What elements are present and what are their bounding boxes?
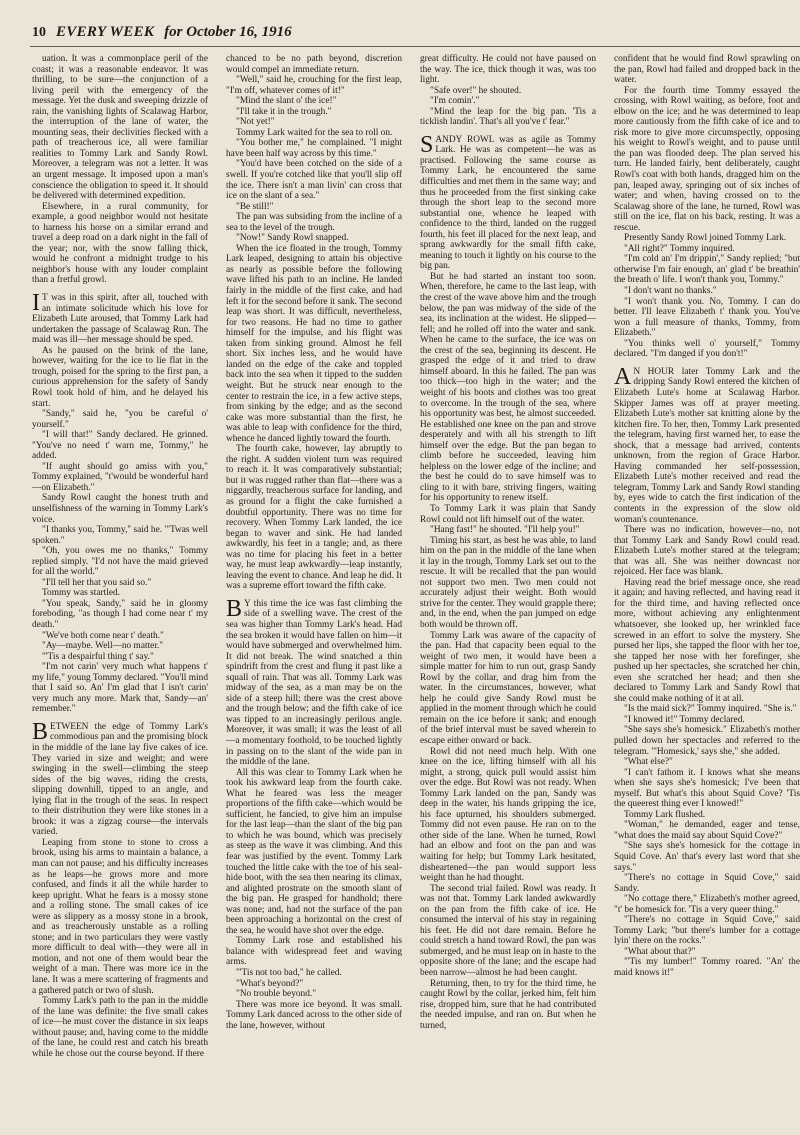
paragraph: "You speak, Sandy," said he in gloomy foreboding, "as though I had come near t' my death." [32,598,208,630]
paragraph: "Sandy," said he, "you be careful o' yourself." [32,409,208,430]
paragraph: The pan was subsiding from the incline of a sea to the level of the trough. [226,212,402,233]
paragraph: A N HOUR later Tommy Lark and the dripping Sandy Rowl entered the kitchen of Elizabeth Lute's home at Scalawag Harbor. Skipper James was off at prayer meeting. Elizabeth Lute's mother sat knitting alone by the kitchen fire. To her, then, Tommy Lark presented the telegram, having first warned her, to ease the shock, that a message had arrived, contents unknown, from the region of Grace Harbor. Having commanded her self-possession, Elizabeth Lute's mother received and read the telegram, Tommy Lark and Sandy Rowl standing by, eyes wide to catch the first indication of the contents in the expression of the slow old woman's countenance. [614,363,800,525]
paragraph: "I don't want no thanks." [624,286,717,297]
paragraph: Rowl did not need much help. With one knee on the ice, lifting himself with all his might, a strong, quick pull would assist him over the edge. But Rowl was not ready. When Tommy Lark landed on the pan, Sandy was deep in the water, his hands gripping the ice, his face upturned, his shoulders submerged. Tommy did not even pause. He ran on to the other side of the lane. When he turned, Rowl had an elbow and foot on the pan and was waiting for help; but Tommy Lark hesitated, disheartened—the pan would support less weight than he had thought. [420,746,596,884]
paragraph: There was more ice beyond. It was small. Tommy Lark danced across to the other side of the lane, however, without [226,999,402,1031]
paragraph: "Oh, you owes me no thanks," Tommy replied simply. "I'd not have the maid grieved for all the world." [32,546,208,578]
paragraph: I T was in this spirit, after all, touched with an intimate solicitude which his love for Elizabeth Lute aroused, that Tommy Lark had undertaken the passage of Scalawag Run. The maid was ill—her message should be sped. [32,290,208,346]
paragraph: "Woman," he demanded, eager and tense, "what does the maid say about Squid Cove?" [614,820,800,841]
paragraph: To Tommy Lark it was plain that Sandy Rowl could not lift himself out of the water. [420,503,596,525]
paragraph: "I'm cold an' I'm drippin'," Sandy replied; "but otherwise I'm fair enough, an' glad t' be breathin' the breath o' life. I won't thank you, Tommy." [614,254,800,286]
paragraph: Elsewhere, in a rural community, for example, a good neighbor would not hesitate to harness his horse on a similar errand and travel a deep road on a dark night in the fall of the year; nor, with the snow falling thick, would he confront a midnight trudge to his neighbor's house with any louder complaint than a fretful growl. [32,201,208,286]
paragraph: For the fourth time Tommy essayed the crossing, with Rowl waiting, as before, foot and elbow on the ice; and he was determined to leap more cautiously from the fifth cake of ice and to risk more to give more circumspectly, opposing his weight to Rowl's weight, and to pause until the pan was flooded deep. The plan served his turn. He landed fairly, bent deliberately, caught Rowl's coat with both hands, dragged him on the pan, leaped away, springing out of six inches of water; and when, having crossed on to the Scalawag shore of the lane, he turned, Rowl was still on the ice, flat on his back, resting. It was a rescue. [614,85,800,233]
paragraph: "If aught should go amiss with you," Tommy explained, "t'would be wonderful hard—on Elizabeth." [32,461,208,493]
paragraph: "Not yet!" [236,117,275,128]
paragraph: chanced to be no path beyond, discretion would compel an immediate return. [226,54,402,75]
text-column-2 [226,54,402,1126]
paragraph: "I'm comin'." [430,96,480,107]
paragraph: B Y this time the ice was fast climbing the side of a swelling wave. The crest of the sea was higher than Tommy Lark's head. Had the sea broken it would have fallen on him—it would have submerged and overwhelmed him. It did not break. The wind snatched a thin spindrift from the crest and flung it past like a squall of rain. That was all. Tommy Lark was midway of the sea, as a man may be on the side of a steep hill; there was the crest above and the trough below; and the fifth cake of ice was tipped to an increasingly perilous angle. Moreover, it was small; it was the least of all—a momentary foothold, to be touched lightly in passing on to the slant of the wide pan in the middle of the lane. [226,595,402,768]
paragraph: "What's beyond?" [236,978,304,989]
paragraph: Returning, then, to try for the third time, he caught Rowl by the collar, jerked him, felt him rise, dropped him, sure that he had contributed the needed impulse, and ran on. But when he turned, [420,978,596,1031]
paragraph: But he had started an instant too soon. When, therefore, he came to the last leap, with the crest of the wave above him and the trough below, the pan was midway of the side of the sea, its inclination at the widest. He slipped—fell; and he rolled off into the water and sank. When he came to the surface, the ice was on the crest of the sea, beginning its descent. He grasped the edge of it and tried to draw himself aboard. In this he failed. The pan was too thick—too high in the water; and the weight of his boots and clothes was too great to overcome. In the trough of the sea, where his opportunity was best, he almost succeeded. He established one knee on the pan and strove desperately and with all his strength to lift himself over the edge. But the pan began to climb before he succeeded, leaving him helpless on the lower edge of the incline; and the best he could do to save himself was to cling to it with bare, striving fingers, waiting for his opportunity to renew itself. [420,271,596,504]
paragraph: Tommy Lark flushed. [624,809,706,820]
paragraph: "Is the maid sick?" Tommy inquired. "She is." [624,704,797,715]
paragraph: Tommy Lark waited for the sea to roll on. [236,127,393,138]
paragraph: "I will that!" Sandy declared. He grinned. "You've no need t' warn me, Tommy," he added. [32,430,208,462]
drop-cap: A [614,363,632,390]
paragraph: "Mind the leap for the big pan. 'Tis a ticklish landin'. That's all you've t' fear." [420,106,596,128]
paragraph: "What about that?" [624,946,696,957]
paragraph: "I knowed it!" Tommy declared. [624,714,745,725]
paragraph: All this was clear to Tommy Lark when he took his awkward leap from the fourth cake. What he feared was less the meager proportions of the fifth cake—which would be sufficient, he fancied, to give him an impulse for the last leap—than the slant of the big pan to which he was bound, which was precisely as steep as the wave it was climbing. And this fear was justified by the event. Tommy Lark touched the little cake with the toe of his seal-hide boot, with the sea then nearing its climax, and alighted prostrate on the smooth slant of the big pan. He grasped for handhold; there was none; and, had not the surface of the pan been approaching a horizontal on the crest of the sea, he would have shot over the edge. [226,767,402,936]
paragraph: When the ice floated in the trough, Tommy Lark leaped, designing to attain his objective as nearly as possible before the following wave lifted his path to an incline. He landed fairly in the middle of the first cake, and had left it for the second before it sank. The second leap was short. It was difficult, nevertheless, for two reasons. He had no time to gather himself for the impulse, and his flight was taken from sinking ground. Almost he fell short. Six inches less, and he would have landed on the edge of the cake and toppled back into the sea when it tipped to the sudden weight. But he struck near enough to the center to restrain the ice, in a few active steps, from sinking by the edge; and as the second cake was more substantial than the first, he was able to leap with confidence for the third, whence he danced lightly toward the fourth. [226,243,402,444]
paragraph: The fourth cake, however, lay abruptly to the right. A sudden violent turn was required to reach it. It was comparatively substantial; but it was rugged rather than flat—there was a niggardly, treacherous surface for landing, and as ground for a flight the cake furnished a doubtful opportunity. There was no time for recovery. When Tommy Lark landed, the ice began to waver and sink. He had landed awkwardly, his feet in a tangle; and, as there was no time for placing his feet in a better way, he must leap awkwardly—leap instantly, leaving the event to chance. And leap he did. It was a supreme effort toward the fifth cake. [226,444,402,592]
text-column-4 [614,54,800,1126]
paragraph: "No trouble beyond." [236,989,317,1000]
paragraph: As he paused on the brink of the lane, however, waiting for the ice to lie flat in the trough, poised for the spring to the first pan, a curious apprehension for the safety of Sandy Rowl took hold of him, and he delayed his start. [32,345,208,409]
page-header [32,24,292,44]
text-column-3 [420,54,596,1126]
paragraph: Tommy Lark's path to the pan in the middle of the lane was definite: the five small cakes of ice—he must cover the distance in six leaps without pause; and, having come to the middle of the lane, he could rest and catch his breath while he chose out the course beyond. If there [32,996,208,1059]
paragraph: Presently Sandy Rowl joined Tommy Lark. [624,233,787,244]
paragraph: The second trial failed. Rowl was ready. It was not that. Tommy Lark landed awkwardly on the pan from the fifth cake of ice. He consumed the interval of his stay in regaining his feet. He did not dare remain. Before he could stretch a hand toward Rowl, the pan was submerged, and he must leap on in haste to the opposite shore of the lane; and the escape had been narrow—almost he had been caught. [420,883,596,979]
paragraph: "'Tis a despairful thing t' say." [42,651,154,662]
paragraph: Tommy Lark rose and established his balance with widespread feet and waving arms. [226,936,402,968]
paragraph: Timing his start, as best he was able, to land him on the pan in the middle of the lane when it lay in the trough, Tommy Lark set out to the rescue. It will be recalled that the pan would not support two men. Two men could not accurately adjust their weight. Both would strive for the center. They would grapple there; and, in the end, when the pan jumped on edge both would be thrown off. [420,535,596,630]
paragraph: "You bother me," he complained. "I might have been half way across by this time." [226,138,402,159]
paragraph: "You'd have been cotched on the side of a swell. If you're cotched like that you'll slip off the ice. There isn't a man livin' can cross that ice on the slant of a sea." [226,159,402,202]
paragraph: "Well," said he, crouching for the first leap, "I'm off, whatever comes of it!" [226,75,402,96]
paragraph: SANDY ROWL was as agile as Tommy Lark. He was as competent—he was as practised. Following the same course as Tommy Lark, he encountered the same difficulties and met them in the same way; and thus he proceeded from the first sinking cake through the short leap to the second more substantial one, whence he leaped with confidence to the third, landed on the rugged fourth, his feet ill placed for the next leap, and sprang awkwardly for the small fifth cake, meaning to touch it lightly on his course to the big pan. [420,131,596,272]
text-column-1 [32,54,208,1126]
paragraph: "Be still!" [236,201,274,212]
paragraph: "She says she's homesick for the cottage in Squid Cove. An' that's every last word that she says." [614,841,800,873]
paragraph: "There's no cottage in Squid Cove," said Tommy Lark; "but there's lumber for a cottage lyin' there on the rocks." [614,915,800,947]
paragraph: "I'm not carin' very much what happens t' my life," young Tommy declared. "You'll mind that I said so. An' I'm glad that I isn't carin' very much any more. Mark that, Sandy—an' remember." [32,662,208,715]
issue-date: for October 16, 1916 [164,24,292,40]
drop-cap: B [226,595,243,622]
paragraph: "She says she's homesick." Elizabeth's mother pulled down her spectacles and referred to the telegram. "'Homesick,' says she," she added. [614,725,800,757]
drop-cap: I [32,290,40,317]
paragraph: confident that he would find Rowl sprawling on the pan, Rowl had failed and dropped back in the water. [614,54,800,86]
paragraph: "'Tis my lumber!" Tommy roared. "An' the maid knows it!" [614,957,800,979]
paragraph: "We've both come near t' death." [42,630,164,641]
drop-cap: S [420,131,434,158]
paragraph: "What else?" [624,757,673,768]
paragraph: "Ay—maybe. Well—no matter." [42,641,164,652]
paragraph: "No cottage there," Elizabeth's mother agreed, "t' be homesick for. 'Tis a very queer thing." [614,894,800,915]
paragraph: Leaping from stone to stone to cross a brook, using his arms to maintain a balance, a man can not pause; and his difficulty increases as he leaps—he grows more and more confused, and finds it all the while harder to keep upright. What he fears is a mossy stone and a rolling stone. The small cakes of ice were as slippery as a mossy stone in a brook, and as treacherously unstable as a rolling stone; and in two particulars they were vastly more difficult to deal with—they were all in motion, and not one of them would bear the weight of a man. There was more ice in the lane. It was a mere scattering of fragments and a gathered patch or two of slush. [32,837,208,996]
paragraph: Sandy Rowl caught the honest truth and unselfishness of the warning in Tommy Lark's voice. [32,493,208,525]
paragraph: "Mind the slant o' the ice!" [236,96,337,107]
paragraph: "I'll tell her that you said so." [42,577,152,588]
paragraph: "Hang fast!" he shouted. "I'll help you!" [430,525,580,536]
paragraph: Tommy was startled. [42,588,120,599]
magazine-title: EVERY WEEK [56,24,155,40]
paragraph: Having read the brief message once, she read it again; and having reflected, and having read it for the third time, and having reflected once more, without achieving any enlightenment whatsoever, she looked up, her wrinkled face screwed in an effort to solve the mystery. She pursed her lips, she tapped the floor with her toe, she tapped her nose with her forefinger, she pushed up her spectacles, she scratched her chin, even she scratched her head; and then she declared to Tommy Lark and Sandy Rowl that she could make nothing of it at all. [614,577,800,704]
header-rule [30,46,800,47]
paragraph: great difficulty. He could not have paused on the way. The ice, thick though it was, was too light. [420,54,596,86]
paragraph: There was no indication, however—no, not that Tommy Lark and Sandy Rowl could read. Elizabeth Lute's mother stared at the telegram; that was all. She was neither downcast nor rejoiced. Her face was blank. [614,525,800,578]
paragraph: "I thanks you, Tommy," said he. "'Twas well spoken." [32,525,208,546]
paragraph: "Now!" Sandy Rowl snapped. [236,233,349,244]
paragraph: "'Tis not too bad," he called. [236,968,342,979]
paragraph: BETWEEN the edge of Tommy Lark's commodious pan and the promising block in the middle of the lane lay five cakes of ice. They varied in size and weight; and were swinging in the swell—climbing the steep sides of the big waves, riding the crests, slipping downhill, tipped to an angle, and lying flat in the trough of the seas. In respect to their distribution they were like stones in a brook: it was a zigzag course—the intervals varied. [32,718,208,838]
paragraph: "I'll take it in the trough." [236,106,332,117]
paragraph: "There's no cottage in Squid Cove," said Sandy. [614,873,800,894]
paragraph: Tommy Lark was aware of the capacity of the pan. Had that capacity been equal to the weight of two men, it would have been a simple matter for him to run out, grasp Sandy Rowl by the collar, and drag him from the water. In the circumstances, however, what help he could give Sandy Rowl must be applied in the moment through which he could remain on the ice before it sank; and enough of the brief interval must be saved wherein to escape either onward or back. [420,630,596,746]
page-number: 10 [32,25,46,40]
paragraph: "I can't fathom it. I knows what she means when she says she's homesick; I've been that myself. But what's this about Squid Cove? 'Tis the queerest thing ever I knowed!" [614,767,800,810]
paragraph: "All right?" Tommy inquired. [624,243,735,254]
paragraph: "You thinks well o' yourself," Tommy declared. "I'm danged if you don't!" [614,338,800,360]
paragraph: uation. It was a commonplace peril of the coast; it was a reasonable endeavor. It was thrilling, to be sure—the conjunction of a living peril with the emergency of the message. Yet the dusk and sweeping drizzle of rain, the vanishing lights of Scalawag Harbor, the interruption of the lane of water, the mounting seas, their declivities flecked with a path of treacherous ice, all were familiar realities to Tommy Lark and Sandy Rowl. Moreover, a telegram was not a letter. It was an urgent message. It imposed upon a man's conscience the obligation to speed it. It should be delivered with determined expedition. [32,54,208,202]
drop-cap: B [32,718,49,745]
paragraph: "Safe over!" he shouted. [430,85,522,96]
paragraph: "I won't thank you. No, Tommy. I can do better. I'll leave Elizabeth t' thank you. You've won a full measure of thanks, Tommy, from Elizabeth." [614,296,800,339]
